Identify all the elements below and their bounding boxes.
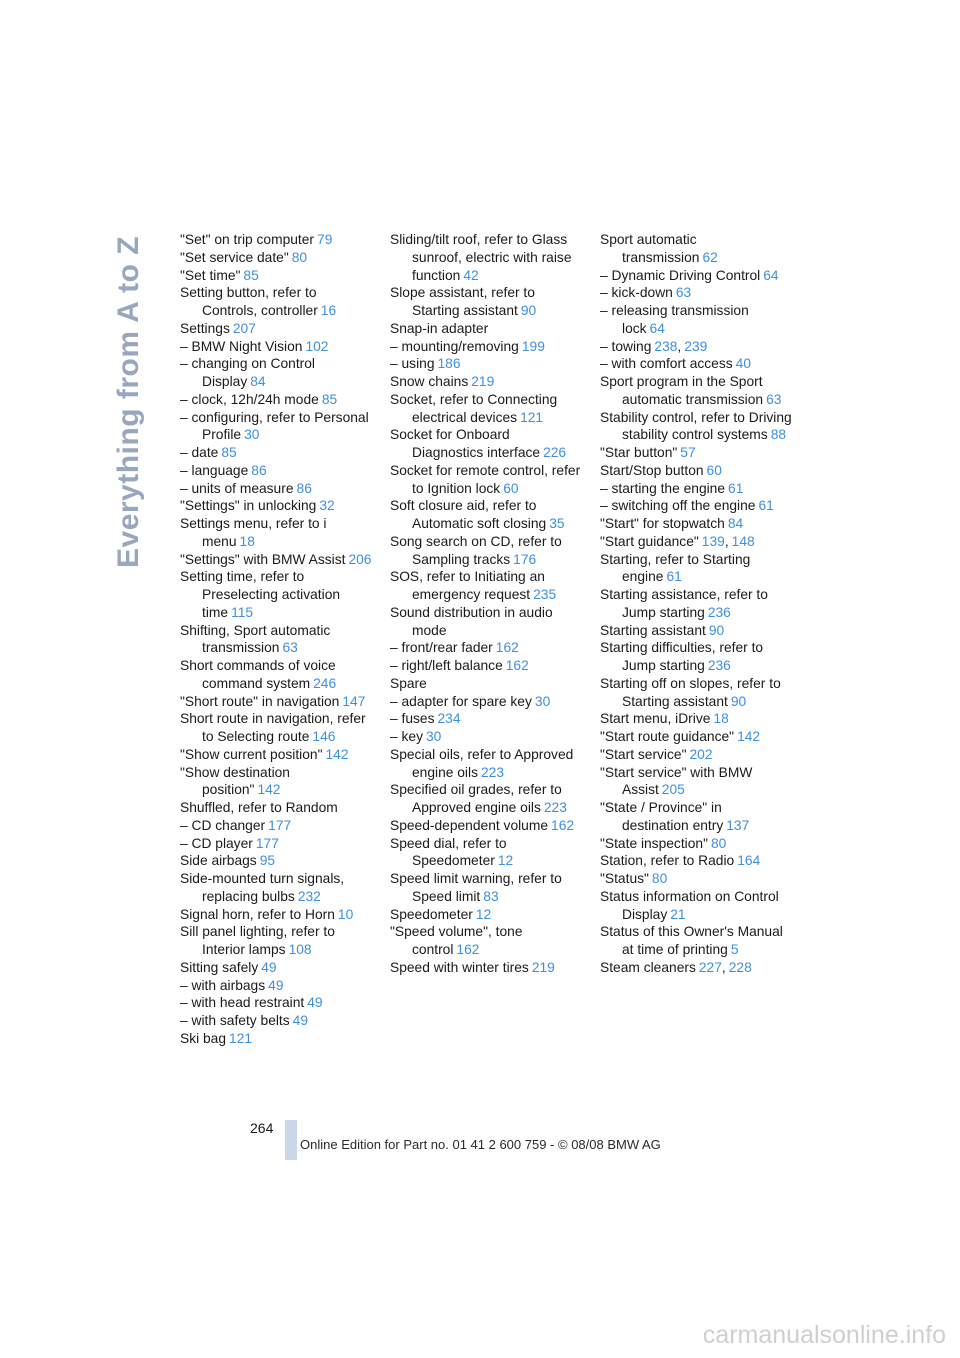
index-entry bbox=[600, 302, 792, 338]
index-entry bbox=[180, 338, 372, 356]
index-entry-text: Snap-in adapter bbox=[390, 320, 489, 336]
index-entry bbox=[180, 817, 372, 835]
index-entry-text: "Short route" in navigation bbox=[180, 693, 340, 709]
page-reference-link[interactable]: 60 bbox=[706, 462, 722, 478]
index-entry bbox=[180, 746, 372, 764]
index-entry bbox=[180, 835, 372, 853]
index-entry-text: Sitting safely bbox=[180, 959, 259, 975]
index-entry-text: – units of measure bbox=[180, 480, 294, 496]
page-reference-link[interactable]: 235 bbox=[533, 587, 557, 602]
page-reference-link[interactable]: 60 bbox=[503, 480, 519, 496]
index-entry bbox=[390, 675, 582, 693]
index-entry-text: – adapter for spare key bbox=[390, 693, 532, 709]
index-column-3 bbox=[600, 231, 792, 977]
index-entry bbox=[600, 497, 792, 515]
page-reference-link[interactable]: 30 bbox=[534, 693, 551, 709]
index-entry-text: "Start" for stopwatch bbox=[600, 516, 725, 531]
side-section-title bbox=[112, 228, 152, 568]
index-entry-text: "Settings" with BMW Assist bbox=[180, 551, 346, 567]
index-entry bbox=[180, 267, 372, 285]
page-reference-link[interactable]: 162 bbox=[456, 942, 480, 957]
page-reference-link[interactable]: 219 bbox=[471, 374, 495, 389]
index-entry bbox=[390, 710, 582, 728]
page-reference-link[interactable]: 5 bbox=[730, 942, 739, 957]
page-reference-link[interactable]: 21 bbox=[670, 906, 686, 922]
page-reference-link[interactable]: 85 bbox=[221, 445, 237, 460]
index-entry-text: – switching off the engine bbox=[600, 498, 756, 514]
index-entry bbox=[180, 444, 372, 462]
page-reference-link[interactable]: 205 bbox=[661, 782, 685, 798]
index-entry bbox=[600, 622, 792, 640]
index-entry bbox=[180, 515, 372, 551]
page-reference-link[interactable]: 30 bbox=[425, 729, 442, 744]
index-entry-text: Ski bag bbox=[180, 1030, 227, 1046]
index-entry bbox=[180, 959, 372, 977]
index-entry bbox=[600, 675, 792, 711]
index-entry-text: Shuffled, refer to Random bbox=[180, 800, 338, 815]
index-entry-text: "Status" bbox=[600, 871, 649, 886]
index-entry-text: – with safety belts bbox=[180, 1013, 290, 1028]
index-entry: Steam cleaners 227, 228 bbox=[600, 959, 752, 975]
index-entry-text: Starting off on slopes, refer to Starting assistant bbox=[600, 675, 781, 709]
index-entry bbox=[600, 409, 792, 445]
page-reference-link[interactable]: 236 bbox=[707, 604, 731, 620]
index-entry-text: – fuses bbox=[390, 711, 435, 727]
index-entry-text: – towing bbox=[600, 338, 652, 354]
index-entry-text: Stability control, refer to Driving stability control systems bbox=[600, 409, 792, 443]
page-reference-link[interactable]: 232 bbox=[297, 888, 321, 904]
page-reference-link[interactable]: 10 bbox=[337, 906, 354, 922]
index-entry-text: "State / Province" in destination entry bbox=[600, 800, 724, 833]
page-reference-link[interactable]: 12 bbox=[475, 906, 492, 922]
page-reference-link[interactable]: 85 bbox=[321, 391, 338, 407]
index-entry bbox=[600, 231, 792, 267]
page-reference-link[interactable]: 246 bbox=[313, 675, 337, 691]
index-entry-text: – releasing transmission lock bbox=[600, 303, 749, 336]
page-reference-link[interactable]: 63 bbox=[675, 285, 692, 301]
index-entry bbox=[600, 870, 792, 888]
page-reference-link[interactable]: 57 bbox=[680, 445, 696, 460]
page-reference-link[interactable]: 207 bbox=[232, 320, 256, 336]
watermark: carmanualsonline.info bbox=[702, 1321, 946, 1349]
index-entry bbox=[180, 231, 372, 249]
index-entry-text: – date bbox=[180, 445, 219, 460]
index-entry-text: – clock, 12h/24h mode bbox=[180, 391, 319, 407]
index-entry bbox=[390, 462, 582, 498]
index-entry-text: – changing on Control Display bbox=[180, 356, 315, 389]
index-entry bbox=[600, 923, 792, 959]
index-entry-text: – configuring, refer to Personal Profile bbox=[180, 409, 369, 443]
index-entry-text: Station, refer to Radio bbox=[600, 853, 735, 869]
index-entry-text: Soft closure aid, refer to Automatic soft closing bbox=[390, 498, 547, 531]
index-entry bbox=[390, 426, 582, 462]
index-entry-text: Side-mounted turn signals, replacing bulbs bbox=[180, 871, 345, 904]
page-reference-link[interactable]: 219 bbox=[531, 959, 555, 975]
index-entry bbox=[600, 515, 792, 533]
index-entry bbox=[600, 355, 792, 373]
footer-edition-text: Online Edition for Part no. 01 41 2 600 759 - © 08/08 BMW AG bbox=[300, 1137, 661, 1152]
index-entry-text: Shifting, Sport automatic transmission bbox=[180, 622, 331, 656]
page-reference-link[interactable]: 95 bbox=[259, 853, 276, 869]
page-reference-link[interactable]: 63 bbox=[766, 391, 782, 407]
index-entry bbox=[600, 551, 792, 587]
index-entry-text: "Start service" bbox=[600, 746, 687, 762]
index-entry-text: "Set time" bbox=[180, 267, 241, 283]
index-entry bbox=[600, 284, 792, 302]
index-entry bbox=[180, 852, 372, 870]
index-entry bbox=[180, 409, 372, 445]
page-reference-link[interactable]: 121 bbox=[229, 1030, 253, 1046]
index-entry-text: Spare bbox=[390, 675, 427, 691]
page-reference-link[interactable]: 162 bbox=[551, 817, 575, 833]
page-reference-link[interactable]: 146 bbox=[312, 729, 336, 744]
index-entry-text: – front/rear fader bbox=[390, 640, 493, 656]
index-entry-text: "Speed volume", tone control bbox=[390, 924, 523, 957]
index-entry-text: – BMW Night Vision bbox=[180, 338, 303, 354]
index-entry bbox=[180, 391, 372, 409]
index-entry bbox=[180, 480, 372, 498]
index-entry-text: Start menu, iDrive bbox=[600, 711, 711, 727]
page-reference-link[interactable]: 202 bbox=[689, 746, 713, 762]
page-reference-link[interactable]: 226 bbox=[543, 445, 567, 460]
page-reference-link[interactable]: 227 bbox=[698, 959, 722, 975]
index-entry bbox=[390, 746, 582, 782]
index-entry-text: Speed-dependent volume bbox=[390, 817, 549, 833]
index-entry-text: Sound distribution in audio mode bbox=[390, 604, 553, 638]
index-entry: – towing 238, 239 bbox=[600, 338, 708, 354]
page-reference-link[interactable]: 61 bbox=[758, 498, 774, 514]
page-reference-link[interactable]: 80 bbox=[291, 249, 308, 265]
page-reference-link[interactable]: 199 bbox=[521, 338, 545, 354]
index-entry bbox=[390, 639, 582, 657]
index-entry-text: "Star button" bbox=[600, 445, 678, 460]
index-column-2 bbox=[390, 231, 582, 977]
index-entry-text: – CD player bbox=[180, 835, 253, 851]
index-entry-text: Speedometer bbox=[390, 906, 473, 922]
page-reference-link[interactable]: 162 bbox=[505, 658, 529, 673]
index-entry bbox=[390, 923, 582, 959]
index-entry-text: Speed dial, refer to Speedometer bbox=[390, 835, 507, 869]
index-entry-text: Socket, refer to Connecting electrical devices bbox=[390, 391, 558, 425]
index-entry-text: "Start guidance" bbox=[600, 533, 699, 549]
index-entry-text: Short commands of voice command system bbox=[180, 658, 336, 691]
index-entry bbox=[390, 320, 582, 338]
index-entry-text: Socket for remote control, refer to Ignition lock bbox=[390, 462, 581, 496]
page-reference-link[interactable]: 223 bbox=[480, 764, 504, 780]
page-reference-link[interactable]: 139 bbox=[701, 533, 725, 549]
page-reference-link[interactable]: 30 bbox=[244, 427, 260, 443]
index-entry-text: Side airbags bbox=[180, 853, 257, 869]
index-entry-text: – with head restraint bbox=[180, 995, 305, 1011]
page-reference-link[interactable]: 142 bbox=[257, 782, 281, 798]
index-entry-text: "Settings" in unlocking bbox=[180, 498, 317, 514]
index-entry-text: Status of this Owner's Manual at time of printing bbox=[600, 924, 783, 957]
index-entry bbox=[180, 497, 372, 515]
page-reference-link[interactable]: 206 bbox=[348, 551, 372, 567]
index-entry-text: Special oils, refer to Approved engine oils bbox=[390, 746, 574, 780]
index-entry bbox=[600, 746, 792, 764]
page-reference-link[interactable]: 176 bbox=[513, 551, 537, 567]
index-entry-text: "Start route guidance" bbox=[600, 729, 735, 744]
page-reference-link[interactable]: 18 bbox=[713, 711, 729, 727]
index-entry bbox=[600, 373, 792, 409]
page-reference-link[interactable]: 121 bbox=[520, 409, 544, 425]
index-entry bbox=[180, 462, 372, 480]
page-reference-link[interactable]: 64 bbox=[763, 267, 779, 283]
index-entry bbox=[600, 835, 792, 853]
index-entry: "Start guidance" 139, 148 bbox=[600, 533, 755, 549]
page-reference-link[interactable]: 32 bbox=[319, 498, 335, 514]
page-reference-link[interactable]: 80 bbox=[651, 871, 668, 886]
index-entry bbox=[180, 1012, 372, 1030]
index-entry bbox=[600, 444, 792, 462]
index-entry-text: Signal horn, refer to Horn bbox=[180, 906, 335, 922]
index-entry bbox=[390, 568, 582, 604]
index-entry bbox=[390, 338, 582, 356]
page-reference-link[interactable]: 49 bbox=[261, 959, 277, 975]
index-entry bbox=[180, 1030, 372, 1048]
index-entry-text: – mounting/removing bbox=[390, 338, 519, 354]
index-entry-text: – using bbox=[390, 356, 435, 372]
page-reference-link[interactable]: 49 bbox=[292, 1013, 309, 1028]
index-entry-text: – Dynamic Driving Control bbox=[600, 267, 761, 283]
index-entry-text: Status information on Control Display bbox=[600, 888, 779, 922]
page-reference-link[interactable]: 62 bbox=[702, 249, 718, 265]
index-entry-text: – with comfort access bbox=[600, 356, 733, 372]
index-entry-text: Settings menu, refer to i menu bbox=[180, 516, 327, 549]
page-reference-link[interactable]: 90 bbox=[520, 303, 537, 318]
index-entry-text: Steam cleaners bbox=[600, 959, 696, 975]
index-entry bbox=[180, 994, 372, 1012]
page-reference-link[interactable]: 177 bbox=[255, 835, 279, 851]
page-reference-link[interactable]: 12 bbox=[497, 853, 514, 869]
page-reference-link[interactable]: 162 bbox=[495, 640, 519, 656]
index-entry bbox=[390, 781, 582, 817]
index-entry bbox=[390, 728, 582, 746]
index-entry bbox=[390, 604, 582, 640]
index-entry-text: Sport automatic transmission bbox=[600, 232, 700, 265]
page-reference-link[interactable]: 80 bbox=[710, 835, 727, 851]
index-entry bbox=[180, 568, 372, 621]
index-entry bbox=[180, 693, 372, 711]
index-entry bbox=[390, 657, 582, 675]
page-reference-link[interactable]: 88 bbox=[770, 427, 787, 443]
footer-accent-bar bbox=[285, 1120, 297, 1160]
index-entry-text: Song search on CD, refer to Sampling tracks bbox=[390, 533, 562, 567]
index-entry bbox=[180, 710, 372, 746]
index-entry bbox=[390, 391, 582, 427]
page-reference-link[interactable]: 142 bbox=[737, 729, 761, 744]
index-entry bbox=[180, 320, 372, 338]
index-entry-text: Setting time, refer to Preselecting activation time bbox=[180, 569, 341, 620]
index-entry bbox=[390, 231, 582, 284]
index-entry-text: – language bbox=[180, 462, 249, 478]
page-reference-link[interactable]: 148 bbox=[731, 533, 755, 549]
page-reference-link[interactable]: 49 bbox=[307, 995, 323, 1011]
page-reference-link[interactable]: 228 bbox=[728, 959, 752, 975]
index-entry bbox=[600, 728, 792, 746]
index-entry bbox=[600, 586, 792, 622]
index-entry bbox=[180, 923, 372, 959]
index-entry bbox=[180, 764, 372, 800]
index-entry-text: Speed limit warning, refer to Speed limit bbox=[390, 871, 562, 904]
index-entry bbox=[180, 657, 372, 693]
index-column-1 bbox=[180, 231, 372, 1048]
page-reference-link[interactable]: 42 bbox=[463, 267, 479, 283]
page-reference-link[interactable]: 86 bbox=[296, 480, 312, 496]
page-reference-link[interactable]: 40 bbox=[735, 356, 752, 372]
page-reference-link[interactable]: 177 bbox=[268, 817, 292, 833]
index-entry bbox=[390, 817, 582, 835]
index-entry-text: Setting button, refer to Controls, controller bbox=[180, 285, 318, 318]
index-entry-text: Settings bbox=[180, 320, 230, 336]
page-reference-link[interactable]: 164 bbox=[737, 853, 761, 869]
page-reference-link[interactable]: 234 bbox=[437, 711, 461, 727]
index-entry-text: Starting, refer to Starting engine bbox=[600, 551, 751, 585]
index-entry bbox=[600, 764, 792, 800]
page-reference-link[interactable]: 61 bbox=[666, 569, 682, 585]
index-entry bbox=[390, 355, 582, 373]
index-entry-text: Starting difficulties, refer to Jump starting bbox=[600, 640, 764, 673]
page-reference-link[interactable]: 83 bbox=[483, 888, 499, 904]
index-entry-text: – starting the engine bbox=[600, 480, 726, 496]
index-entry-text: Short route in navigation, refer to Selecting route bbox=[180, 711, 366, 744]
page-reference-link[interactable]: 16 bbox=[320, 303, 337, 318]
index-entry bbox=[390, 533, 582, 569]
page-reference-link[interactable]: 223 bbox=[543, 800, 567, 815]
index-entry bbox=[180, 551, 372, 569]
index-entry-text: Slope assistant, refer to Starting assistant bbox=[390, 285, 535, 318]
index-entry bbox=[390, 373, 582, 391]
index-entry bbox=[180, 870, 372, 906]
index-entry bbox=[390, 284, 582, 320]
page-reference-link[interactable]: 90 bbox=[730, 693, 747, 709]
page-number: 264 bbox=[250, 1120, 274, 1136]
page-reference-link[interactable]: 49 bbox=[268, 977, 284, 993]
index-entry-text: – key bbox=[390, 729, 423, 744]
index-entry-text: – CD changer bbox=[180, 817, 266, 833]
page-reference-link[interactable]: 236 bbox=[707, 658, 731, 673]
index-entry-text: Socket for Onboard Diagnostics interface bbox=[390, 427, 541, 460]
index-entry bbox=[180, 355, 372, 391]
index-entry-text: Sport program in the Sport automatic transmission bbox=[600, 374, 764, 407]
index-entry bbox=[180, 799, 372, 817]
page-reference-link[interactable]: 84 bbox=[727, 516, 744, 531]
page-reference-link[interactable]: 108 bbox=[288, 942, 312, 957]
index-entry bbox=[600, 852, 792, 870]
index-entry bbox=[390, 870, 582, 906]
page-reference-link[interactable]: 115 bbox=[231, 604, 254, 620]
index-entry bbox=[600, 799, 792, 835]
page-reference-link[interactable]: 61 bbox=[728, 480, 744, 496]
index-entry bbox=[180, 977, 372, 995]
index-entry-text: "Start service" with BMW Assist bbox=[600, 764, 753, 798]
index-entry bbox=[180, 249, 372, 267]
page-reference-link[interactable]: 86 bbox=[251, 462, 267, 478]
page-reference-link[interactable]: 142 bbox=[325, 746, 349, 762]
side-title-text: Everything from A to Z bbox=[112, 235, 145, 568]
page-reference-link[interactable]: 79 bbox=[317, 232, 333, 247]
index-entry bbox=[180, 284, 372, 320]
page-reference-link[interactable]: 239 bbox=[684, 338, 708, 354]
index-entry bbox=[600, 888, 792, 924]
index-entry bbox=[180, 622, 372, 658]
page-reference-link[interactable]: 84 bbox=[250, 374, 266, 389]
index-entry-text: Starting assistance, refer to Jump starting bbox=[600, 587, 768, 620]
page-reference-link[interactable]: 85 bbox=[243, 267, 259, 283]
index-entry bbox=[180, 906, 372, 924]
page-reference-link[interactable]: 90 bbox=[708, 622, 725, 638]
index-entry-text: Starting assistant bbox=[600, 622, 706, 638]
page-reference-link[interactable]: 63 bbox=[282, 640, 298, 656]
index-entry-text: Sliding/tilt roof, refer to Glass sunroof, electric with raise function bbox=[390, 232, 572, 283]
index-entry-text: "Show current position" bbox=[180, 746, 323, 762]
index-entry bbox=[600, 639, 792, 675]
index-entry-text: – with airbags bbox=[180, 977, 266, 993]
index-entry-text: Start/Stop button bbox=[600, 462, 704, 478]
index-entry-text: Specified oil grades, refer to Approved engine oils bbox=[390, 782, 562, 815]
index-entry-text: Sill panel lighting, refer to Interior lamps bbox=[180, 924, 335, 957]
page-reference-link[interactable]: 35 bbox=[549, 516, 565, 531]
page-reference-link[interactable]: 137 bbox=[726, 817, 750, 833]
index-entry bbox=[390, 959, 582, 977]
index-entry-text: Snow chains bbox=[390, 374, 469, 389]
index-entry-text: Speed with winter tires bbox=[390, 959, 529, 975]
page-reference-link[interactable]: 18 bbox=[239, 533, 255, 549]
index-entry bbox=[390, 835, 582, 871]
index-entry bbox=[390, 906, 582, 924]
index-entry bbox=[600, 480, 792, 498]
page-reference-link[interactable]: 102 bbox=[305, 338, 329, 354]
page-reference-link[interactable]: 186 bbox=[437, 356, 461, 372]
index-entry bbox=[600, 710, 792, 728]
index-entry bbox=[600, 267, 792, 285]
page-reference-link[interactable]: 238 bbox=[654, 338, 678, 354]
page-reference-link[interactable]: 64 bbox=[649, 320, 665, 336]
index-entry-text: "Set service date" bbox=[180, 249, 289, 265]
index-entry-text: SOS, refer to Initiating an emergency request bbox=[390, 569, 545, 602]
index-entry-text: – kick-down bbox=[600, 285, 673, 301]
index-entry bbox=[390, 693, 582, 711]
page-reference-link[interactable]: 147 bbox=[342, 693, 366, 709]
index-entry-text: – right/left balance bbox=[390, 658, 503, 673]
index-entry bbox=[390, 497, 582, 533]
index-entry-text: "Show destination position" bbox=[180, 764, 290, 798]
index-entry-text: "State inspection" bbox=[600, 835, 708, 851]
index-entry bbox=[600, 462, 792, 480]
index-entry-text: "Set" on trip computer bbox=[180, 232, 315, 247]
